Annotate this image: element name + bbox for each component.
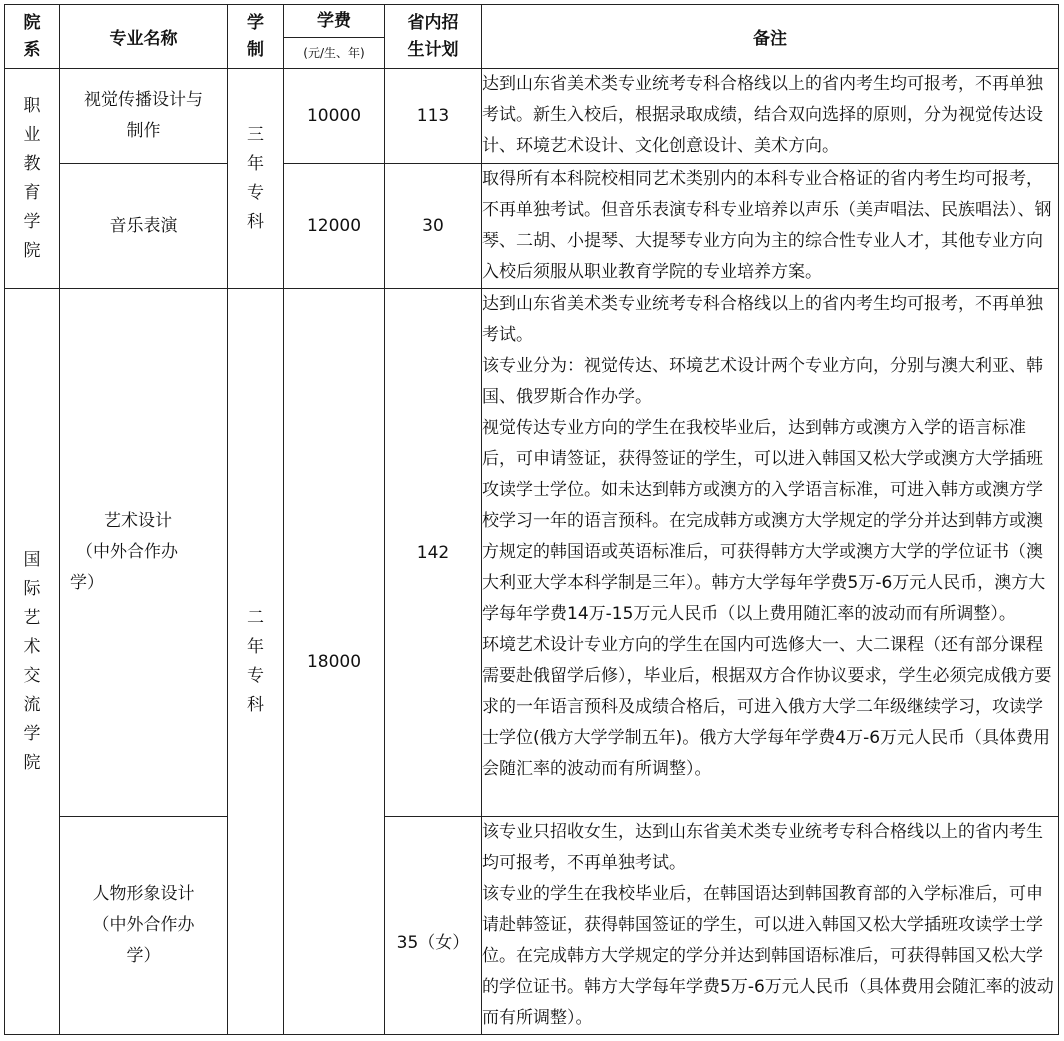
table-row (5, 69, 1059, 164)
table-row (5, 164, 1059, 289)
dept-cell: 国 际 艺 术 交 流 学 院 (5, 289, 60, 1035)
admission-plan-table (4, 4, 1059, 1035)
header-duration: 学 制 (228, 5, 284, 69)
header-plan: 省内招 生计划 (385, 5, 482, 69)
plan-cell: 30 (385, 164, 482, 289)
duration-cell: 三 年 专 科 (228, 69, 284, 289)
table-row (5, 289, 1059, 817)
plan-cell: 142 (385, 289, 482, 817)
header-major: 专业名称 (60, 5, 228, 69)
dept-cell: 职 业 教 育 学 院 (5, 69, 60, 289)
header-tuition-unit: (元/生、年) (303, 46, 365, 60)
header-dept: 院 系 (5, 5, 60, 69)
major-cell: 艺术设计 （中外合作办 学） (60, 289, 228, 817)
notes-cell: 达到山东省美术类专业统考专科合格线以上的省内考生均可报考，不再单独考试。新生入校后，根据录取成绩，结合双向选择的原则，分为视觉传达设计、环境艺术设计、文化创意设计、美术方向。 (482, 69, 1059, 164)
major-cell: 视觉传播设计与 制作 (60, 69, 228, 164)
duration-cell: 二 年 专 科 (228, 289, 284, 1035)
header-tuition (284, 5, 385, 69)
header-tuition-label: 学费 (284, 5, 384, 38)
major-cell: 音乐表演 (60, 164, 228, 289)
header-row (5, 5, 1059, 69)
tuition-cell: 12000 (284, 164, 385, 289)
header-notes: 备注 (482, 5, 1059, 69)
notes-cell: 达到山东省美术类专业统考专科合格线以上的省内考生均可报考，不再单独考试。 该专业分为：视觉传达、环境艺术设计两个专业方向，分别与澳大利亚、韩国、俄罗斯合作办学。 视觉传达专业方向的学生在我校毕业后，达到韩方或澳方入学的语言标准后，可申请签证，获得签证的学生，可以进入韩国又松大学或澳方大学插班攻读学士学位。如未达到韩方或澳方的入学语言标准，可进入韩方或澳方学校学习一年的语言预科。在完成韩方或澳方大学规定的学分并达到韩方或澳方规定的韩国语或英语标准后，可获得韩方大学或澳方大学的学位证书（澳大利亚大学本科学制是三年）。韩方大学每年学费5万-6万元人民币，澳方大学每年学费14万-15万元人民币（以上费用随汇率的波动而有所调整）。 环境艺术设计专业方向的学生在国内可选修大一、大二课程（还有部分课程需要赴俄留学后修），毕业后，根据双方合作协议要求，学生必须完成俄方要求的一年语言预科及成绩合格后，可进入俄方大学二年级继续学习，攻读学士学位(俄方大学学制五年)。俄方大学每年学费4万-6万元人民币（具体费用会随汇率的波动而有所调整）。 (482, 289, 1059, 817)
plan-cell: 113 (385, 69, 482, 164)
tuition-cell: 18000 (284, 289, 385, 1035)
major-cell: 人物形象设计 （中外合作办 学） (60, 817, 228, 1035)
notes-cell: 该专业只招收女生，达到山东省美术类专业统考专科合格线以上的省内考生均可报考，不再单独考试。 该专业的学生在我校毕业后，在韩国语达到韩国教育部的入学标准后，可申请赴韩签证，获得韩国签证的学生，可以进入韩国又松大学插班攻读学士学位。在完成韩方大学规定的学分并达到韩国语标准后，可获得韩国又松大学的学位证书。韩方大学每年学费5万-6万元人民币（具体费用会随汇率的波动而有所调整）。 (482, 817, 1059, 1035)
plan-cell: 35（女） (385, 817, 482, 1035)
tuition-cell: 10000 (284, 69, 385, 164)
table-row (5, 817, 1059, 1035)
notes-cell: 取得所有本科院校相同艺术类别内的本科专业合格证的省内考生均可报考，不再单独考试。但音乐表演专科专业培养以声乐（美声唱法、民族唱法）、钢琴、二胡、小提琴、大提琴专业方向为主的综合性专业人才，其他专业方向入校后须服从职业教育学院的专业培养方案。 (482, 164, 1059, 289)
